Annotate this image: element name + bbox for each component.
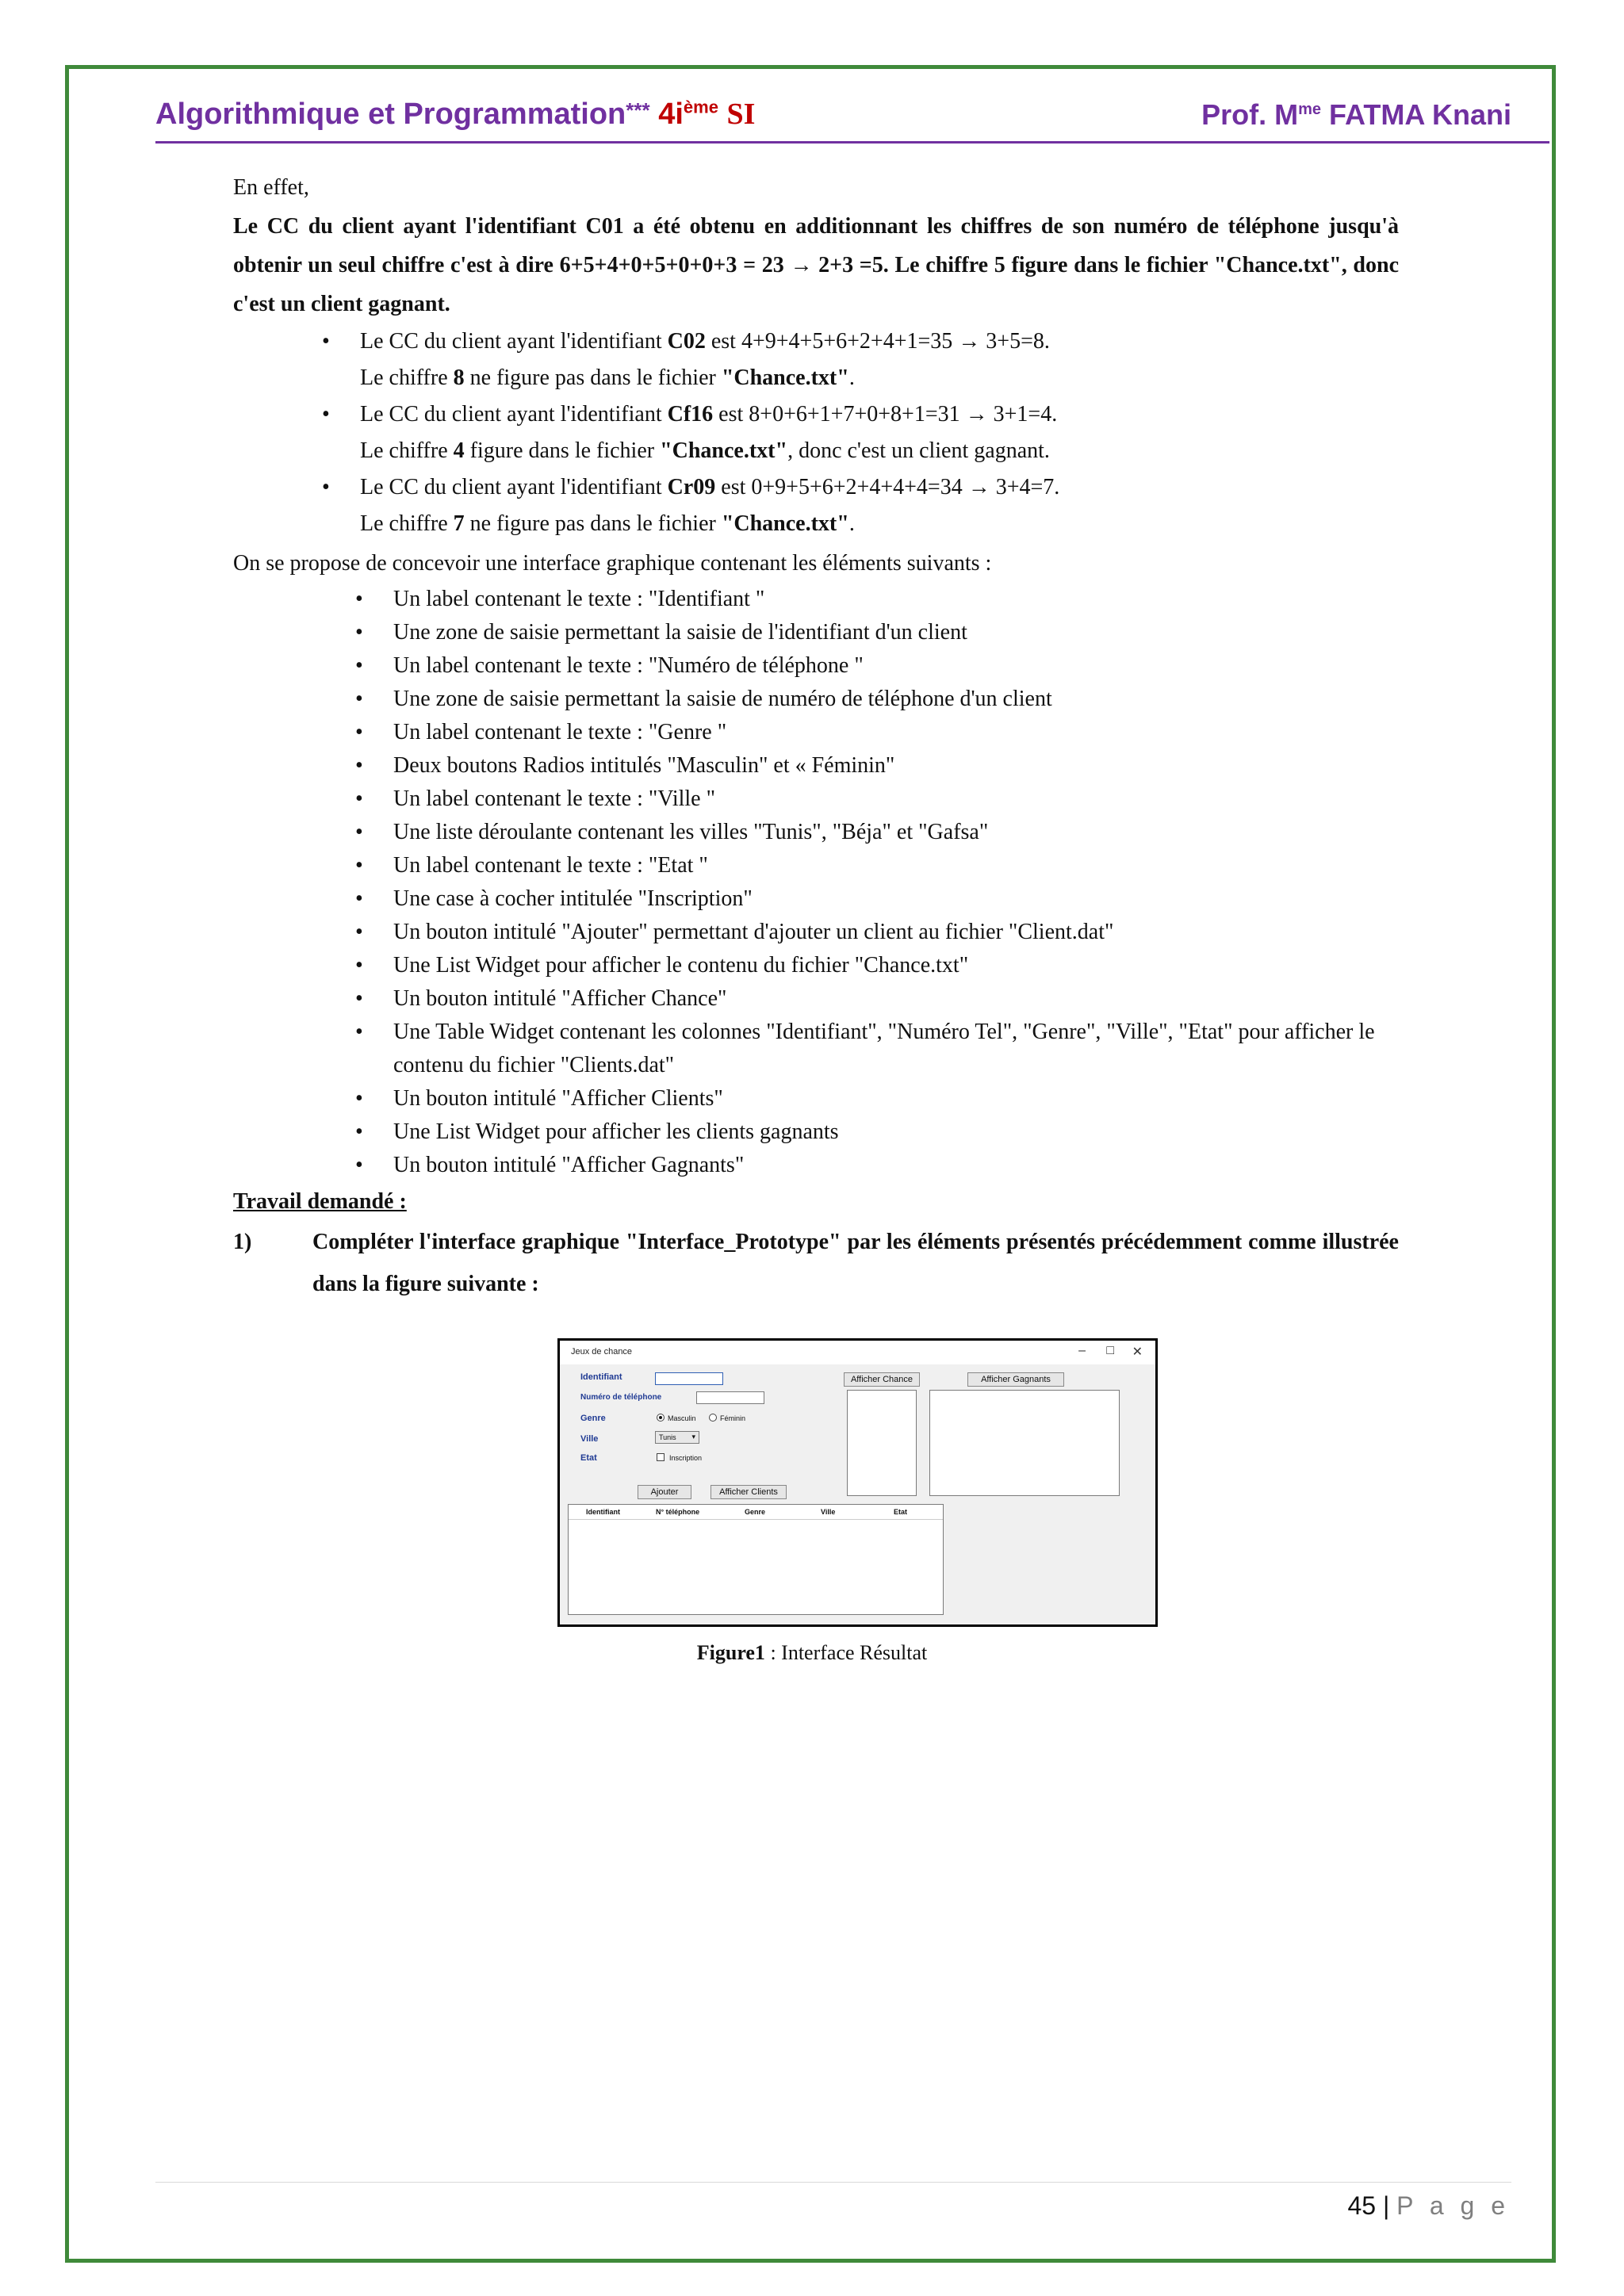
- radio-feminin-label: Féminin: [720, 1414, 746, 1422]
- afficher-gagnants-button[interactable]: Afficher Gagnants: [967, 1372, 1064, 1387]
- table-header: Identifiant: [586, 1508, 620, 1516]
- identifiant-input[interactable]: [655, 1372, 723, 1385]
- label-identifiant: Identifiant: [580, 1372, 622, 1382]
- ajouter-button[interactable]: Ajouter: [638, 1485, 691, 1499]
- author: Prof. $M^{me}$ FATMA Knani: [1201, 98, 1511, 131]
- element-item: • Un label contenant le texte : "Etat ": [393, 849, 1399, 882]
- element-item: • Une Table Widget contenant les colonnes "Identifiant", "Numéro Tel", "Genre", "Ville", "Etat" pour afficher le contenu du fichier "Clients.dat": [393, 1016, 1399, 1082]
- table-header: N° téléphone: [656, 1508, 700, 1516]
- radio-masculin-label: Masculin: [668, 1414, 696, 1422]
- element-item: • Un bouton intitulé "Afficher Clients": [393, 1082, 1399, 1115]
- page-word: P a g e: [1396, 2191, 1510, 2220]
- stars: ***: [626, 98, 650, 122]
- page-number: 45: [1347, 2191, 1377, 2220]
- cc-example-item: • Le CC du client ayant l'identifiant C02 est 4+9+4+5+6+2+4+1=35 → 3+5=8. Le chiffre 8 ne figure pas dans le fichier "Chance.txt".: [360, 323, 1399, 396]
- ville-combobox[interactable]: Tunis ▾: [655, 1431, 699, 1444]
- inscription-label: Inscription: [669, 1454, 703, 1462]
- task-title: Travail demandé :: [233, 1189, 407, 1214]
- maximize-icon[interactable]: □: [1106, 1344, 1114, 1357]
- gagnants-list[interactable]: [929, 1390, 1120, 1496]
- element-item: • Un label contenant le texte : "Numéro de téléphone ": [393, 649, 1399, 683]
- intro-paragraph: Le CC du client ayant l'identifiant C01 a été obtenu en additionnant les chiffres de son numéro de téléphone jusqu'à obtenir un seul chiffre c'est à dire 6+5+4+0+5+0+0+3 = 23 → 2+3 =5. Le chiffre 5 figure dans le fichier "Chance.txt", donc c'est un client gagnant.: [233, 214, 1399, 316]
- window-titlebar: [560, 1341, 1155, 1364]
- table-header: Genre: [745, 1508, 766, 1516]
- table-header: Ville: [821, 1508, 836, 1516]
- intro-line: En effet,: [233, 175, 309, 200]
- label-genre: Genre: [580, 1414, 606, 1423]
- element-item: • Une zone de saisie permettant la saisie de l'identifiant d'un client: [393, 616, 1399, 649]
- table-header: Etat: [894, 1508, 908, 1516]
- element-item: • Une case à cocher intitulée "Inscription": [393, 882, 1399, 916]
- footer-divider: [155, 2182, 1511, 2183]
- radio-masculin[interactable]: [657, 1414, 665, 1422]
- cc-examples-list: [233, 323, 1399, 542]
- page-header: [155, 97, 1549, 144]
- elements-list: [233, 583, 1399, 1182]
- minimize-icon[interactable]: –: [1078, 1344, 1086, 1357]
- course-title: [155, 97, 755, 132]
- course-name: Algorithmique et Programmation: [155, 98, 626, 131]
- inscription-checkbox[interactable]: [657, 1453, 665, 1461]
- element-item: • Un bouton intitulé "Afficher Gagnants": [393, 1149, 1399, 1182]
- cc-example-item: • Le CC du client ayant l'identifiant Cf16 est 8+0+6+1+7+0+8+1=31 → 3+1=4. Le chiffre 4 figure dans le fichier "Chance.txt", donc c'est un client gagnant.: [360, 396, 1399, 469]
- chance-list[interactable]: [847, 1390, 917, 1496]
- afficher-chance-button[interactable]: Afficher Chance: [844, 1372, 920, 1387]
- page-footer: 45 | P a g e: [1347, 2191, 1510, 2220]
- label-ville: Ville: [580, 1434, 599, 1444]
- figure-caption: Figure1 : Interface Résultat: [696, 1641, 928, 1664]
- element-item: • Une List Widget pour afficher le contenu du fichier "Chance.txt": [393, 949, 1399, 982]
- cc-example-item: • Le CC du client ayant l'identifiant Cr09 est 0+9+5+6+2+4+4+4=34 → 3+4=7. Le chiffre 7 ne figure pas dans le fichier "Chance.txt".: [360, 469, 1399, 542]
- element-item: • Une zone de saisie permettant la saisie de numéro de téléphone d'un client: [393, 683, 1399, 716]
- main-content: [233, 168, 1399, 1305]
- label-numero: Numéro de téléphone: [580, 1393, 662, 1402]
- close-icon[interactable]: ✕: [1132, 1345, 1143, 1359]
- window-title: Jeux de chance: [571, 1347, 633, 1357]
- element-item: • Un label contenant le texte : "Ville ": [393, 783, 1399, 816]
- interface-figure: [557, 1338, 1158, 1627]
- section: SI: [726, 98, 756, 131]
- afficher-clients-button[interactable]: Afficher Clients: [710, 1485, 787, 1499]
- element-item: • Deux boutons Radios intitulés "Masculin" et « Féminin": [393, 749, 1399, 783]
- chevron-down-icon: ▾: [691, 1433, 695, 1441]
- element-item: • Une liste déroulante contenant les villes "Tunis", "Béja" et "Gafsa": [393, 816, 1399, 849]
- radio-feminin[interactable]: [709, 1414, 717, 1422]
- element-item: • Un bouton intitulé "Ajouter" permettant d'ajouter un client au fichier "Client.dat": [393, 916, 1399, 949]
- element-item: • Un label contenant le texte : "Genre ": [393, 716, 1399, 749]
- question-1: 1) Compléter l'interface graphique "Interface_Prototype" par les éléments présentés précédemment comme illustrée dans la figure suivante :: [233, 1230, 1399, 1296]
- clients-table[interactable]: [568, 1504, 944, 1615]
- proposal-text: On se propose de concevoir une interface graphique contenant les éléments suivants :: [233, 551, 992, 576]
- phone-input[interactable]: [696, 1391, 764, 1404]
- element-item: • Une List Widget pour afficher les clients gagnants: [393, 1115, 1399, 1149]
- label-etat: Etat: [580, 1453, 597, 1463]
- element-item: • Un bouton intitulé "Afficher Chance": [393, 982, 1399, 1016]
- grade: $4i^{ème}$: [658, 97, 718, 131]
- element-item: • Un label contenant le texte : "Identifiant ": [393, 583, 1399, 616]
